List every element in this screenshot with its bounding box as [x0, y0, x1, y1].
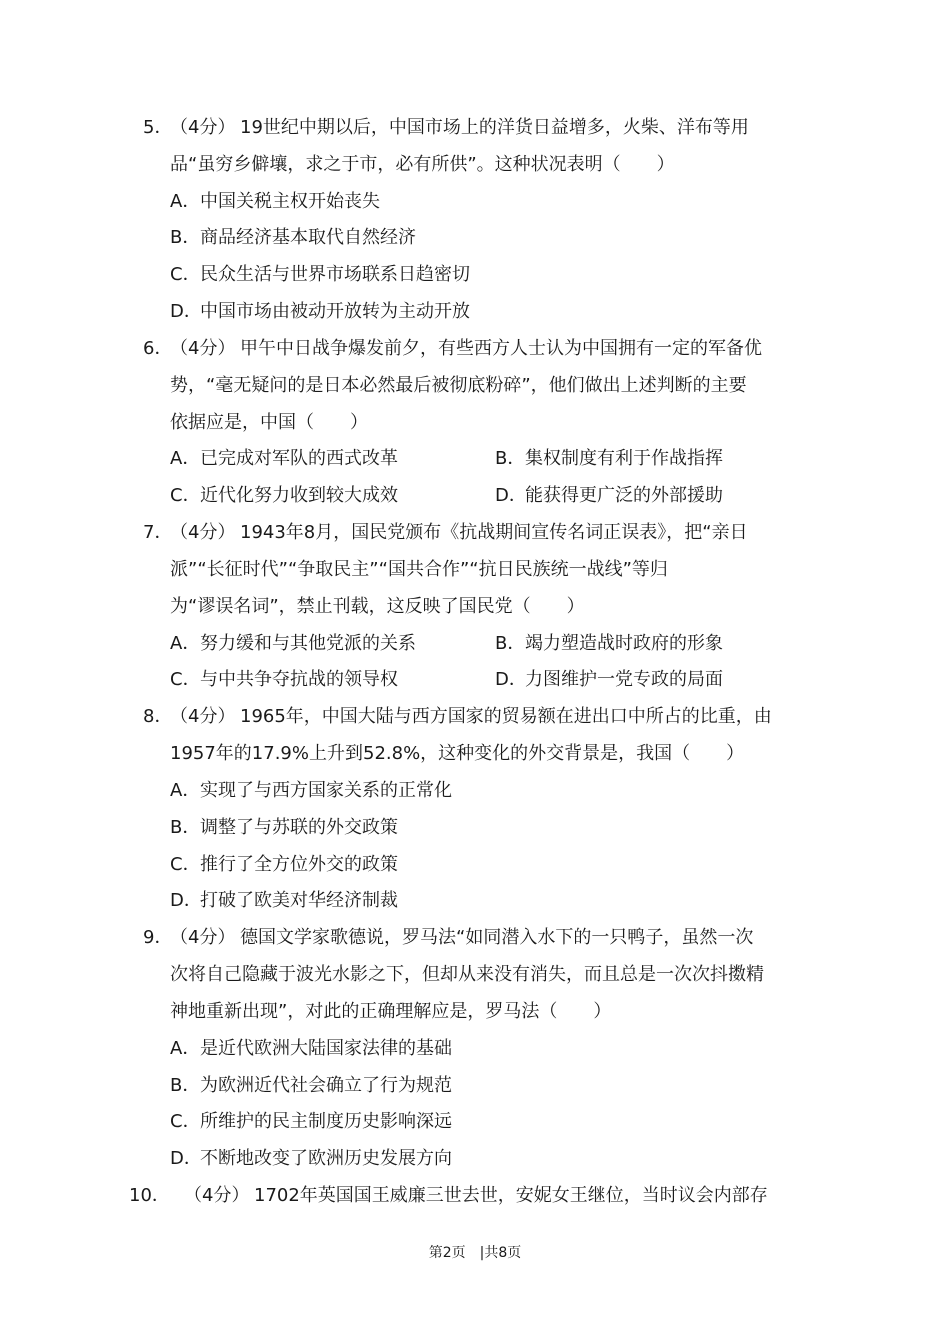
- option-text: 努力缓和与其他党派的关系: [200, 632, 416, 654]
- option-label: D．: [170, 890, 202, 912]
- option-text: 所维护的民主制度历史影响深远: [200, 1111, 452, 1133]
- option-label: C．: [170, 485, 201, 507]
- question-stem-line: 次将自己隐藏于波光水影之下，但却从来没有消失，而且总是一次次抖擞精: [170, 964, 764, 986]
- option-label: D．: [170, 1148, 202, 1170]
- question-score: （4分）: [170, 927, 236, 949]
- option-label: C．: [170, 1111, 201, 1133]
- question-stem-line: 德国文学家歌德说，罗马法“如同潜入水下的一只鸭子，虽然一次: [240, 927, 754, 949]
- question-number: 6．: [143, 337, 173, 359]
- option-text: 中国市场由被动开放转为主动开放: [200, 301, 470, 323]
- answer-option[interactable]: [170, 1147, 452, 1171]
- question-stem-line: 为“谬误名词”，禁止刊载，这反映了国民党（ ）: [170, 595, 585, 617]
- option-text: 竭力塑造战时政府的形象: [525, 632, 723, 654]
- answer-option[interactable]: [170, 484, 398, 508]
- option-text: 近代化努力收到较大成效: [200, 485, 398, 507]
- answer-option[interactable]: [170, 632, 416, 656]
- option-text: 中国关税主权开始丧失: [200, 190, 380, 212]
- question-stem-line: 19世纪中期以后，中国市场上的洋货日益增多，火柴、洋布等用: [240, 117, 749, 138]
- question-stem-line: 1702年英国国王威廉三世去世，安妮女王继位，当时议会内部存: [254, 1185, 768, 1207]
- option-label: A．: [170, 632, 201, 654]
- option-label: B．: [170, 816, 201, 838]
- question-stem-line: 1957年的17.9%上升到52.8%，这种变化的外交背景是，我国（ ）: [170, 743, 745, 765]
- answer-option[interactable]: [170, 1110, 452, 1134]
- option-text: 集权制度有利于作战指挥: [525, 448, 723, 470]
- option-label: C．: [170, 669, 201, 691]
- question-stem-line: 依据应是，中国（ ）: [170, 411, 368, 433]
- question-score: （4分）: [184, 1185, 250, 1207]
- option-label: A．: [170, 448, 201, 470]
- question-stem-line: 1943年8月，国民党颁布《抗战期间宣传名词正误表》，把“亲日: [240, 522, 748, 544]
- question-score: （4分）: [170, 337, 236, 359]
- option-label: B．: [495, 632, 526, 654]
- question-score: （4分）: [170, 522, 236, 544]
- question-number: 7．: [143, 522, 173, 544]
- question-number: 9．: [143, 927, 173, 949]
- question-stem-line: 势，“毫无疑问的是日本必然最后被彻底粉碎”，他们做出上述判断的主要: [170, 374, 747, 396]
- answer-option[interactable]: [495, 668, 723, 692]
- option-text: 推行了全方位外交的政策: [200, 853, 398, 875]
- option-text: 民众生活与世界市场联系日趋密切: [200, 264, 470, 286]
- answer-option[interactable]: [170, 300, 470, 324]
- question-stem-line: 甲午中日战争爆发前夕，有些西方人士认为中国拥有一定的军备优: [240, 337, 762, 359]
- answer-option[interactable]: [170, 816, 398, 840]
- answer-option[interactable]: [495, 447, 723, 471]
- option-text: 已完成对军队的西式改革: [200, 448, 398, 470]
- answer-option[interactable]: [170, 226, 416, 250]
- option-label: A．: [170, 1037, 201, 1059]
- option-text: 商品经济基本取代自然经济: [200, 227, 416, 249]
- answer-option[interactable]: [495, 484, 723, 508]
- answer-option[interactable]: [170, 1037, 452, 1061]
- answer-option[interactable]: [170, 668, 398, 692]
- answer-option[interactable]: [170, 263, 470, 287]
- option-label: B．: [170, 227, 201, 249]
- option-text: 与中共争夺抗战的领导权: [200, 669, 398, 691]
- option-label: D．: [170, 301, 202, 323]
- question-score: （4分）: [170, 706, 236, 728]
- question-score: （4分）: [170, 117, 236, 138]
- option-label: A．: [170, 779, 201, 801]
- page-footer: 第2页 |共8页: [428, 1245, 522, 1261]
- question-number: 5．: [143, 117, 173, 138]
- option-text: 调整了与苏联的外交政策: [200, 816, 398, 838]
- option-text: 不断地改变了欧洲历史发展方向: [200, 1148, 452, 1170]
- option-label: D．: [495, 669, 527, 691]
- option-text: 实现了与西方国家关系的正常化: [200, 779, 452, 801]
- option-text: 是近代欧洲大陆国家法律的基础: [200, 1037, 452, 1059]
- option-label: B．: [170, 1074, 201, 1096]
- question-stem-line: 神地重新出现”，对此的正确理解应是，罗马法（ ）: [170, 1000, 612, 1022]
- answer-option[interactable]: [170, 1074, 452, 1098]
- option-label: D．: [495, 485, 527, 507]
- answer-option[interactable]: [170, 447, 398, 471]
- option-text: 打破了欧美对华经济制裁: [200, 890, 398, 912]
- question-stem-line: 1965年，中国大陆与西方国家的贸易额在进出口中所占的比重，由: [240, 706, 772, 728]
- answer-option[interactable]: [495, 632, 723, 656]
- question-number: 10．: [129, 1185, 170, 1207]
- option-text: 为欧洲近代社会确立了行为规范: [200, 1074, 452, 1096]
- answer-option[interactable]: [170, 889, 398, 913]
- option-label: B．: [495, 448, 526, 470]
- question-stem-line: 派”“长征时代”“争取民主”“国共合作”“抗日民族统一战线”等归: [170, 558, 668, 580]
- question-number: 8．: [143, 706, 173, 728]
- answer-option[interactable]: [170, 779, 452, 803]
- option-label: A．: [170, 190, 201, 212]
- option-text: 能获得更广泛的外部援助: [525, 485, 723, 507]
- option-label: C．: [170, 853, 201, 875]
- option-text: 力图维护一党专政的局面: [525, 669, 723, 691]
- answer-option[interactable]: [170, 190, 380, 214]
- option-label: C．: [170, 264, 201, 286]
- answer-option[interactable]: [170, 853, 398, 877]
- question-stem-line: 品“虽穷乡僻壤，求之于市，必有所供”。这种状况表明（ ）: [170, 153, 675, 175]
